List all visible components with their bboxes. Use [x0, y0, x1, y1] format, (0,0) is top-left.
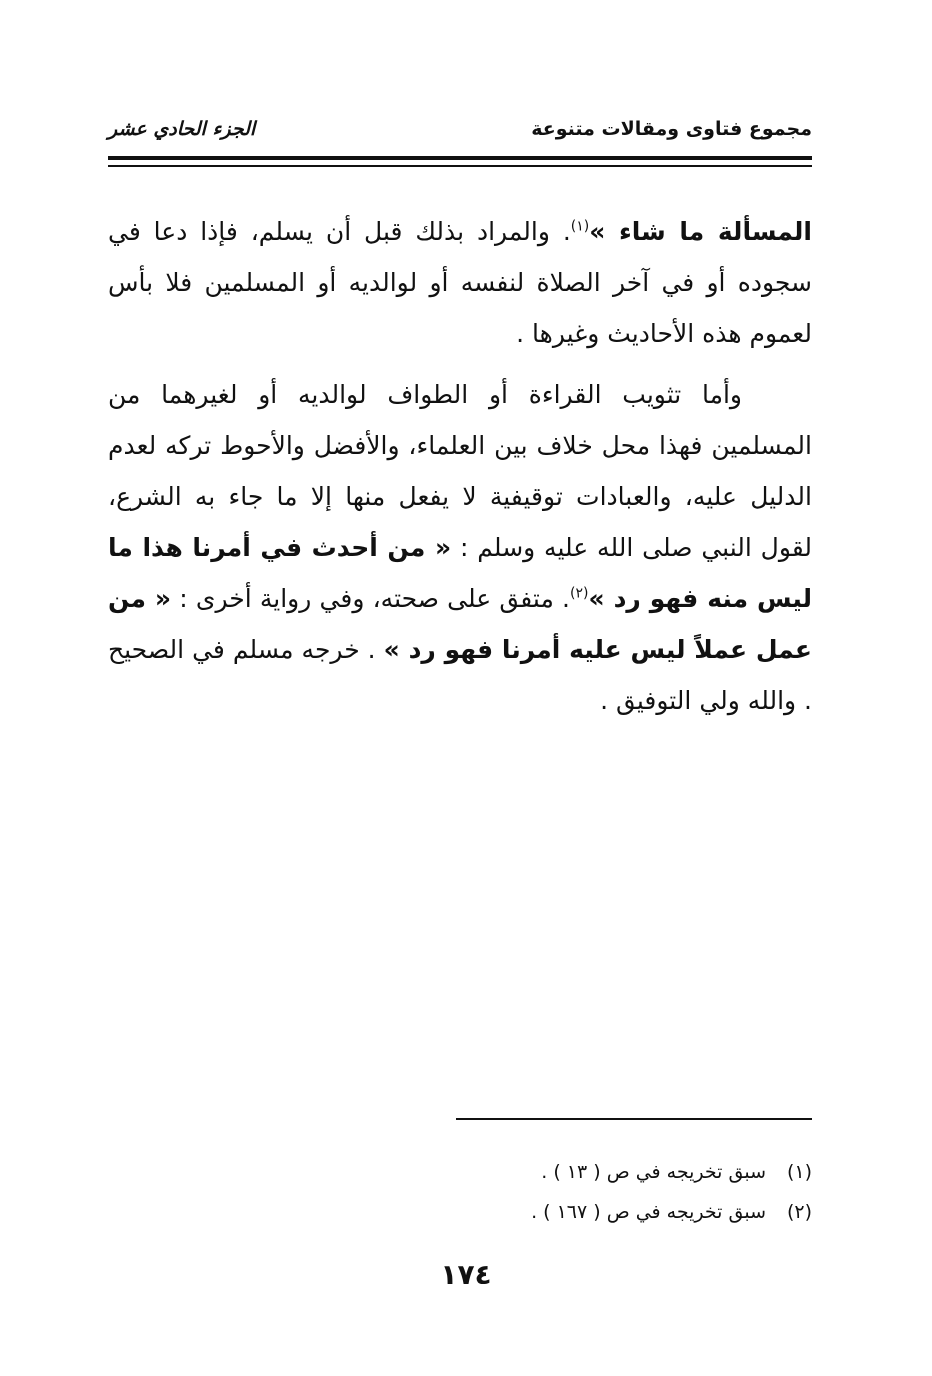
footnote-separator — [456, 1118, 812, 1120]
running-header — [108, 118, 812, 146]
segment: المسألة ما شاء » — [589, 217, 812, 246]
footnote-2 — [300, 1192, 812, 1232]
body-text — [108, 206, 812, 726]
footnote-ref-2: (٢) — [570, 585, 589, 602]
segment: . خرجه مسلم في الصحيح . والله ولي التوفيق . — [108, 635, 812, 715]
footnote-1 — [300, 1152, 812, 1192]
paragraph-1 — [108, 206, 812, 359]
hadith-quote-1: « من أحدث في أمرنا هذا ما ليس منه فهو رد » — [108, 533, 812, 613]
footnote-number: (١) — [786, 1161, 812, 1183]
header-rule-thin — [108, 165, 812, 167]
paragraph-2 — [108, 369, 812, 726]
footnote-ref-1: (١) — [570, 218, 590, 235]
footnote-number: (٢) — [786, 1201, 812, 1223]
footnote-text: سبق تخريجه في ص ( ١٦٧ ) . — [531, 1201, 766, 1223]
book-title: مجموع فتاوى ومقالات متنوعة — [531, 118, 812, 140]
header-rule-thick — [108, 156, 812, 160]
page-number: ١٧٤ — [440, 1258, 492, 1291]
footnote-text: سبق تخريجه في ص ( ١٣ ) . — [541, 1161, 766, 1183]
hadith-quote-2: « من عمل عملاً ليس عليه أمرنا فهو رد » — [108, 584, 812, 664]
segment: . والمراد بذلك قبل أن يسلم، فإذا دعا في سجوده أو في آخر الصلاة لنفسه أو لوالديه أو المسلمين فلا بأس لعموم هذه الأحاديث وغيرها . — [108, 217, 812, 348]
footnotes — [300, 1152, 812, 1232]
segment: . متفق على صحته، وفي رواية أخرى : — [171, 584, 570, 613]
volume-part: الجزء الحادي عشر — [108, 118, 256, 140]
segment: وأما تثويب القراءة أو الطواف لوالديه أو لغيرهما من المسلمين فهذا محل خلاف بين العلماء، والأفضل والأحوط تركه لعدم الدليل عليه، والعبادات توقيفية لا يفعل منها إلا ما جاء به الشرع، لقول النبي صلى الله عليه وسلم : — [108, 380, 812, 562]
